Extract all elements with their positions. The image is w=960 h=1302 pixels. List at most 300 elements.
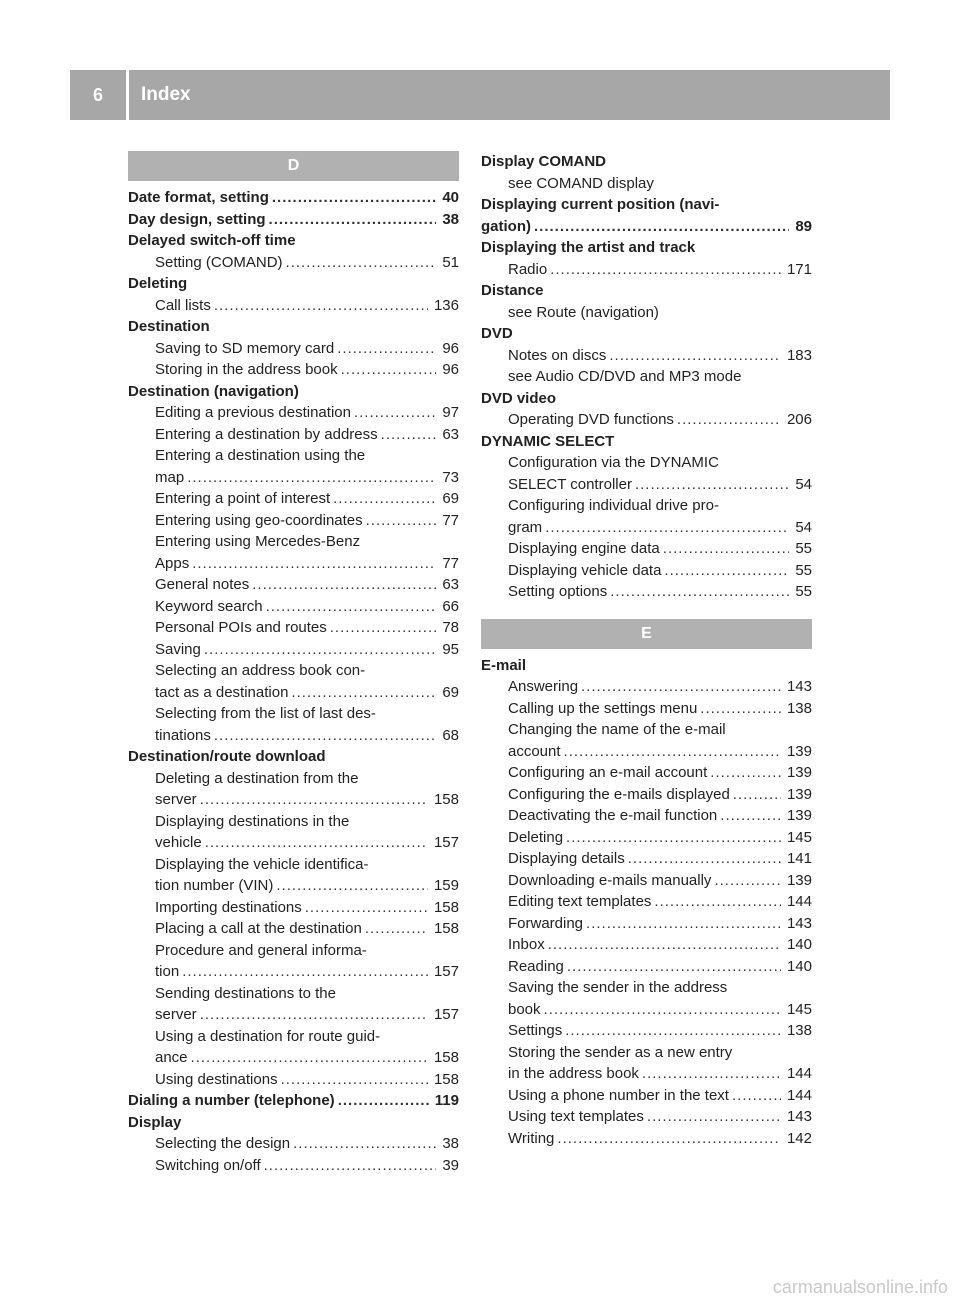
index-subentry <box>481 409 812 431</box>
dot-leader <box>276 875 428 897</box>
page-ref: 139 <box>786 742 812 760</box>
page-ref: 136 <box>433 296 459 314</box>
index-subentry <box>128 983 459 1005</box>
entry-text: Saving <box>155 640 201 658</box>
index-subentry <box>481 698 812 720</box>
index-term <box>128 316 459 338</box>
page-ref: 158 <box>433 791 459 808</box>
index-subentry <box>128 531 459 553</box>
index-column-right <box>481 151 812 1149</box>
dot-leader <box>187 467 436 489</box>
index-subentry <box>128 789 459 811</box>
page-ref: 140 <box>786 957 812 975</box>
index-subentry <box>128 338 459 360</box>
index-subentry <box>128 703 459 725</box>
dot-leader <box>214 725 436 747</box>
entry-text: Day design, setting <box>128 210 266 228</box>
dot-leader <box>545 517 789 539</box>
page-ref: 139 <box>786 807 812 824</box>
dot-leader <box>252 574 436 596</box>
page-ref: 73 <box>442 468 459 486</box>
page-ref: 55 <box>795 540 812 557</box>
entry-text: tinations <box>155 726 211 744</box>
dot-leader <box>677 409 781 431</box>
index-subentry <box>481 848 812 870</box>
index-subentry <box>128 918 459 940</box>
index-term <box>128 230 459 252</box>
entry-text: Writing <box>508 1129 555 1147</box>
entry-text: Displaying the artist and track <box>481 239 696 256</box>
entry-text: gram <box>508 518 543 536</box>
page-ref: 68 <box>442 726 459 744</box>
dot-leader <box>534 216 789 238</box>
page-ref: 54 <box>795 518 812 536</box>
header-divider <box>126 70 129 120</box>
index-subentry <box>481 1106 812 1128</box>
page-ref: 95 <box>442 640 459 658</box>
index-subentry <box>481 474 812 496</box>
page-ref: 96 <box>442 361 459 378</box>
entry-text: Destination/route download <box>128 748 326 765</box>
index-subentry <box>128 639 459 661</box>
watermark: carmanualsonline.info <box>772 1277 948 1297</box>
entry-text: Delayed switch-off time <box>128 232 296 249</box>
dot-leader <box>204 639 436 661</box>
index-subentry <box>128 660 459 682</box>
entry-text: Deactivating the e-mail function <box>508 807 718 824</box>
index-subentry <box>481 581 812 603</box>
entry-text: Deleting a destination from the <box>155 769 359 787</box>
dot-leader <box>205 832 428 854</box>
dot-leader <box>565 1020 781 1042</box>
index-term <box>128 381 459 403</box>
dot-leader <box>566 827 781 849</box>
entry-text: Downloading e-mails manually <box>508 871 712 889</box>
entry-text: Using a phone number in the text <box>508 1086 729 1104</box>
dot-leader <box>548 934 781 956</box>
dot-leader <box>647 1106 781 1128</box>
page-ref: 139 <box>786 871 812 889</box>
entry-text: DVD video <box>481 389 557 407</box>
page-ref: 39 <box>442 1156 459 1174</box>
index-subentry <box>128 961 459 983</box>
index-subentry <box>128 252 459 274</box>
index-term <box>128 746 459 768</box>
index-term <box>481 388 812 410</box>
index-subentry <box>481 366 812 388</box>
dot-leader <box>564 741 781 763</box>
dot-leader <box>365 918 428 940</box>
index-subentry <box>128 596 459 618</box>
index-subentry <box>481 1085 812 1107</box>
entry-text: Entering using geo-coordinates <box>155 511 363 529</box>
entry-text: account <box>508 742 561 760</box>
entry-text: Selecting the design <box>155 1135 291 1152</box>
entry-text: Storing the sender as a new entry <box>508 1043 733 1061</box>
page-ref: 140 <box>786 936 812 953</box>
entry-text: Configuring an e-mail account <box>508 764 708 781</box>
entry-text: Apps <box>155 554 190 572</box>
index-subentry <box>481 956 812 978</box>
page-ref: 63 <box>442 576 459 593</box>
entry-text: Placing a call at the destination <box>155 920 362 937</box>
index-subentry <box>481 1020 812 1042</box>
index-subentry <box>481 1042 812 1064</box>
index-subentry <box>128 854 459 876</box>
entry-text: Configuring individual drive pro- <box>508 497 719 514</box>
dot-leader <box>732 1085 781 1107</box>
entry-text: book <box>508 1000 541 1018</box>
dot-leader <box>635 474 789 496</box>
index-subentry <box>128 295 459 317</box>
entry-text: Procedure and general informa- <box>155 941 367 959</box>
dot-leader <box>330 617 437 639</box>
index-term <box>481 655 812 677</box>
dot-leader <box>610 581 789 603</box>
index-term <box>128 273 459 295</box>
entry-text: Sending destinations to the <box>155 984 336 1002</box>
entry-text: Displaying the vehicle identifica- <box>155 855 369 873</box>
index-subentry <box>481 741 812 763</box>
entry-text: Saving to SD memory card <box>155 339 335 357</box>
index-subentry <box>481 805 812 827</box>
index-subentry <box>128 1133 459 1155</box>
dot-leader <box>557 1128 781 1150</box>
entry-text: E-mail <box>481 656 527 674</box>
dot-leader <box>192 553 436 575</box>
letter-heading: D <box>128 151 459 181</box>
index-subentry <box>481 719 812 741</box>
entry-text: map <box>155 468 185 486</box>
dot-leader <box>333 488 436 510</box>
entry-text: tact as a destination <box>155 683 289 701</box>
entry-text: Displaying destinations in the <box>155 812 350 830</box>
page-ref: 96 <box>442 339 459 357</box>
entry-text: Configuration via the DYNAMIC <box>508 454 719 471</box>
index-subentry <box>481 999 812 1021</box>
index-subentry <box>128 1004 459 1026</box>
index-term <box>481 151 812 173</box>
entry-text: Using a destination for route guid- <box>155 1027 381 1045</box>
entry-text: DYNAMIC SELECT <box>481 432 615 450</box>
index-subentry <box>128 682 459 704</box>
entry-text: Selecting from the list of last des- <box>155 705 376 722</box>
entry-text: Destination <box>128 318 210 335</box>
page-ref: 69 <box>442 490 459 507</box>
letter-heading: E <box>481 619 812 649</box>
index-subentry <box>128 553 459 575</box>
entry-text: Saving the sender in the address <box>508 979 728 996</box>
entry-text: vehicle <box>155 834 202 851</box>
page-ref: 97 <box>442 404 459 421</box>
page-ref: 38 <box>442 1135 459 1152</box>
index-subentry <box>481 676 812 698</box>
index-subentry <box>128 467 459 489</box>
page-ref: 143 <box>786 1108 812 1125</box>
index-subentry <box>128 1026 459 1048</box>
index-term <box>481 323 812 345</box>
entry-text: Call lists <box>155 296 211 314</box>
dot-leader <box>291 682 436 704</box>
dot-leader <box>700 698 781 720</box>
page-ref: 157 <box>433 1006 459 1023</box>
entry-text: Radio <box>508 260 548 278</box>
dot-leader <box>381 424 437 446</box>
index-subentry <box>481 934 812 956</box>
entry-text: Setting options <box>508 583 608 600</box>
dot-leader <box>341 359 437 381</box>
dot-leader <box>720 805 781 827</box>
dot-leader <box>182 961 428 983</box>
index-subentry <box>128 875 459 897</box>
entry-text: Editing a previous destination <box>155 404 351 421</box>
dot-leader <box>366 510 437 532</box>
page-ref: 206 <box>786 411 812 428</box>
dot-leader <box>550 259 781 281</box>
page-ref: 143 <box>786 678 812 695</box>
entry-text: see Audio CD/DVD and MP3 mode <box>508 368 742 385</box>
entry-text: Display COMAND <box>481 153 607 170</box>
entry-text: Displaying current position (navi- <box>481 196 720 213</box>
dot-leader <box>200 1004 428 1026</box>
index-term <box>128 209 459 231</box>
dot-leader <box>733 784 781 806</box>
entry-text: Keyword search <box>155 597 263 615</box>
dot-leader <box>628 848 781 870</box>
index-subentry <box>128 1069 459 1091</box>
page-ref: 54 <box>795 475 812 493</box>
dot-leader <box>269 209 437 231</box>
page-ref: 55 <box>795 561 812 579</box>
index-subentry <box>128 488 459 510</box>
dot-leader <box>714 870 781 892</box>
index-subentry <box>128 574 459 596</box>
entry-text: Inbox <box>508 936 545 953</box>
page-ref: 145 <box>786 828 812 846</box>
index-subentry <box>481 870 812 892</box>
page-ref: 142 <box>786 1129 812 1147</box>
dot-leader <box>654 891 781 913</box>
entry-text: Using text templates <box>508 1108 644 1125</box>
index-term <box>481 431 812 453</box>
page-ref: 69 <box>442 683 459 701</box>
page-ref: 139 <box>786 785 812 803</box>
entry-text: Displaying details <box>508 850 625 867</box>
page-ref: 158 <box>433 1070 459 1088</box>
entry-text: see Route (navigation) <box>508 303 659 321</box>
index-term <box>481 280 812 302</box>
entry-text: Entering a destination by address <box>155 425 378 443</box>
entry-text: see COMAND display <box>508 174 654 192</box>
index-column-left <box>128 151 459 1176</box>
dot-leader <box>281 1069 428 1091</box>
index-subentry <box>481 560 812 582</box>
dot-leader <box>293 1133 436 1155</box>
page-ref: 119 <box>434 1092 459 1109</box>
index-subentry <box>128 617 459 639</box>
index-subentry <box>128 768 459 790</box>
index-subentry <box>481 517 812 539</box>
index-subentry <box>128 1047 459 1069</box>
index-subentry <box>128 424 459 446</box>
dot-leader <box>581 676 781 698</box>
entry-text: Reading <box>508 957 564 975</box>
page-number: 6 <box>92 84 103 105</box>
dot-leader <box>642 1063 781 1085</box>
page-ref: 171 <box>786 260 812 278</box>
page-ref: 144 <box>786 893 812 910</box>
entry-text: Date format, setting <box>128 189 269 206</box>
entry-text: Entering a destination using the <box>155 447 366 464</box>
index-subentry <box>481 784 812 806</box>
entry-text: Importing destinations <box>155 898 302 916</box>
entry-text: Deleting <box>128 275 188 292</box>
page-ref: 63 <box>442 425 459 443</box>
entry-text: ance <box>155 1049 188 1066</box>
dot-leader <box>200 789 428 811</box>
index-term <box>128 1112 459 1134</box>
index-subentry <box>128 811 459 833</box>
page-ref: 141 <box>786 850 812 867</box>
index-subentry <box>128 445 459 467</box>
entry-text: Changing the name of the e-mail <box>508 721 726 738</box>
entry-text: Answering <box>508 678 579 695</box>
index-subentry <box>481 173 812 195</box>
dot-leader <box>305 897 428 919</box>
entry-text: tion <box>155 963 180 980</box>
page-ref: 144 <box>786 1065 812 1082</box>
index-subentry <box>481 538 812 560</box>
dot-leader <box>338 1090 429 1112</box>
entry-text: Settings <box>508 1022 563 1039</box>
dot-leader <box>663 538 790 560</box>
entry-text: SELECT controller <box>508 475 632 493</box>
dot-leader <box>191 1047 428 1069</box>
dot-leader <box>567 956 781 978</box>
entry-text: Deleting <box>508 828 564 846</box>
entry-text: Entering a point of interest <box>155 490 331 507</box>
index-subentry <box>128 359 459 381</box>
entry-text: Personal POIs and routes <box>155 619 327 636</box>
page-ref: 138 <box>786 1022 812 1039</box>
entry-text: Entering using Mercedes-Benz <box>155 533 361 550</box>
entry-text: Distance <box>481 282 544 299</box>
index-term <box>128 1090 459 1112</box>
entry-text: Dialing a number (telephone) <box>128 1092 335 1109</box>
index-subentry <box>128 725 459 747</box>
page-ref: 158 <box>433 920 459 937</box>
entry-text: Displaying engine data <box>508 540 660 557</box>
page-ref: 183 <box>786 346 812 364</box>
index-subentry <box>481 495 812 517</box>
page-ref: 145 <box>786 1000 812 1018</box>
page-ref: 66 <box>442 597 459 615</box>
entry-text: Calling up the settings menu <box>508 699 698 717</box>
entry-text: Forwarding <box>508 914 584 932</box>
dot-leader <box>286 252 437 274</box>
dot-leader <box>609 345 781 367</box>
index-subentry <box>481 827 812 849</box>
entry-text: server <box>155 791 197 808</box>
page-ref: 77 <box>442 511 459 529</box>
page-ref: 157 <box>433 963 459 980</box>
page-ref: 159 <box>433 877 459 894</box>
entry-text: in the address book <box>508 1065 639 1082</box>
page-ref: 144 <box>786 1086 812 1104</box>
entry-text: Operating DVD functions <box>508 411 674 428</box>
index-subentry <box>481 452 812 474</box>
entry-text: server <box>155 1006 197 1023</box>
dot-leader <box>337 338 436 360</box>
index-subentry <box>481 913 812 935</box>
header-bar <box>70 70 890 120</box>
page-ref: 158 <box>433 1049 459 1066</box>
page-ref: 89 <box>795 217 812 235</box>
entry-text: tion number (VIN) <box>155 877 274 894</box>
entry-text: Using destinations <box>155 1070 278 1088</box>
entry-text: DVD <box>481 325 513 342</box>
page-ref: 158 <box>433 898 459 916</box>
page-ref: 38 <box>442 210 459 228</box>
page-ref: 157 <box>433 834 459 851</box>
entry-text: Switching on/off <box>155 1156 261 1174</box>
index-subentry <box>128 897 459 919</box>
index-subentry <box>128 1155 459 1177</box>
entry-text: Notes on discs <box>508 346 607 364</box>
index-subentry <box>481 302 812 324</box>
index-term <box>481 216 812 238</box>
entry-text: Setting (COMAND) <box>155 253 283 271</box>
page-ref: 143 <box>786 914 812 932</box>
page-ref: 55 <box>795 583 812 600</box>
entry-text: Selecting an address book con- <box>155 662 366 679</box>
dot-leader <box>214 295 428 317</box>
entry-text: Storing in the address book <box>155 361 338 378</box>
index-subentry <box>128 940 459 962</box>
entry-text: Displaying vehicle data <box>508 561 662 579</box>
page-ref: 77 <box>442 554 459 572</box>
index-subentry <box>481 977 812 999</box>
index-subentry <box>481 891 812 913</box>
index-subentry <box>481 345 812 367</box>
entry-text: Display <box>128 1113 182 1131</box>
page-ref: 51 <box>442 253 459 271</box>
index-subentry <box>481 762 812 784</box>
index-subentry <box>481 259 812 281</box>
section-title: Index <box>141 84 191 105</box>
page-ref: 139 <box>786 764 812 781</box>
page-ref: 138 <box>786 699 812 717</box>
entry-text: Editing text templates <box>508 893 652 910</box>
index-term <box>481 237 812 259</box>
index-subentry <box>481 1128 812 1150</box>
dot-leader <box>544 999 781 1021</box>
entry-text: Destination (navigation) <box>128 382 299 400</box>
dot-leader <box>586 913 781 935</box>
index-term <box>128 187 459 209</box>
dot-leader <box>710 762 781 784</box>
dot-leader <box>266 596 437 618</box>
index-subentry <box>481 1063 812 1085</box>
entry-text: gation) <box>481 217 531 235</box>
entry-text: Configuring the e-mails displayed <box>508 785 730 803</box>
index-subentry <box>128 402 459 424</box>
page-ref: 40 <box>442 189 459 206</box>
index-subentry <box>128 510 459 532</box>
entry-text: General notes <box>155 576 250 593</box>
dot-leader <box>664 560 789 582</box>
dot-leader <box>264 1155 437 1177</box>
